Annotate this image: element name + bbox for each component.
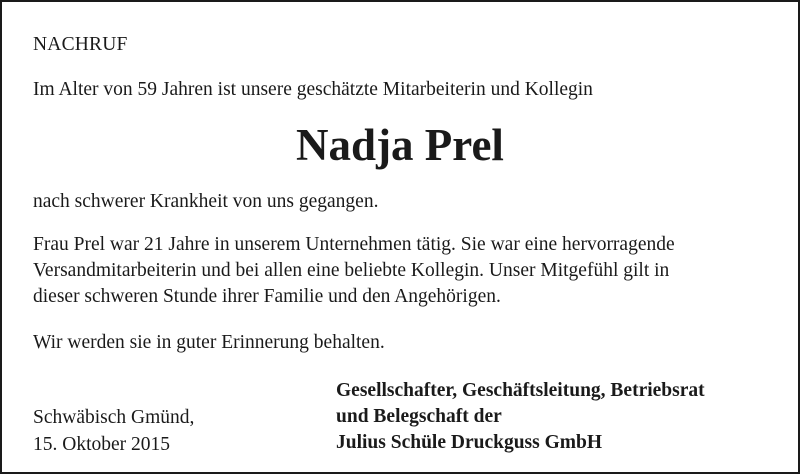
closing-text: Wir werden sie in guter Erinnerung behalten. <box>33 332 385 353</box>
deceased-name: Nadja Prel <box>296 120 504 170</box>
date-text: 15. Oktober 2015 <box>33 434 171 455</box>
intro-text: Im Alter von 59 Jahren ist unsere geschätzte Mitarbeiterin und Kollegin <box>33 79 593 100</box>
signature-line: Gesellschafter, Geschäftsleitung, Betriebsrat <box>336 380 705 401</box>
body-line: dieser schweren Stunde ihrer Familie und den Angehörigen. <box>33 286 501 307</box>
signature-block <box>336 378 705 456</box>
notice-heading: NACHRUF <box>33 34 128 55</box>
signature-line: und Belegschaft der <box>336 406 502 427</box>
body-line: Frau Prel war 21 Jahre in unserem Unternehmen tätig. Sie war eine hervorragende <box>33 234 675 255</box>
body-paragraph <box>33 232 773 310</box>
body-line: Versandmitarbeiterin und bei allen eine beliebte Kollegin. Unser Mitgefühl gilt in <box>33 260 670 281</box>
passed-away-text: nach schwerer Krankheit von uns gegangen. <box>33 191 379 212</box>
signature-line: Julius Schüle Druckguss GmbH <box>336 432 603 453</box>
place-text: Schwäbisch Gmünd, <box>33 407 195 428</box>
